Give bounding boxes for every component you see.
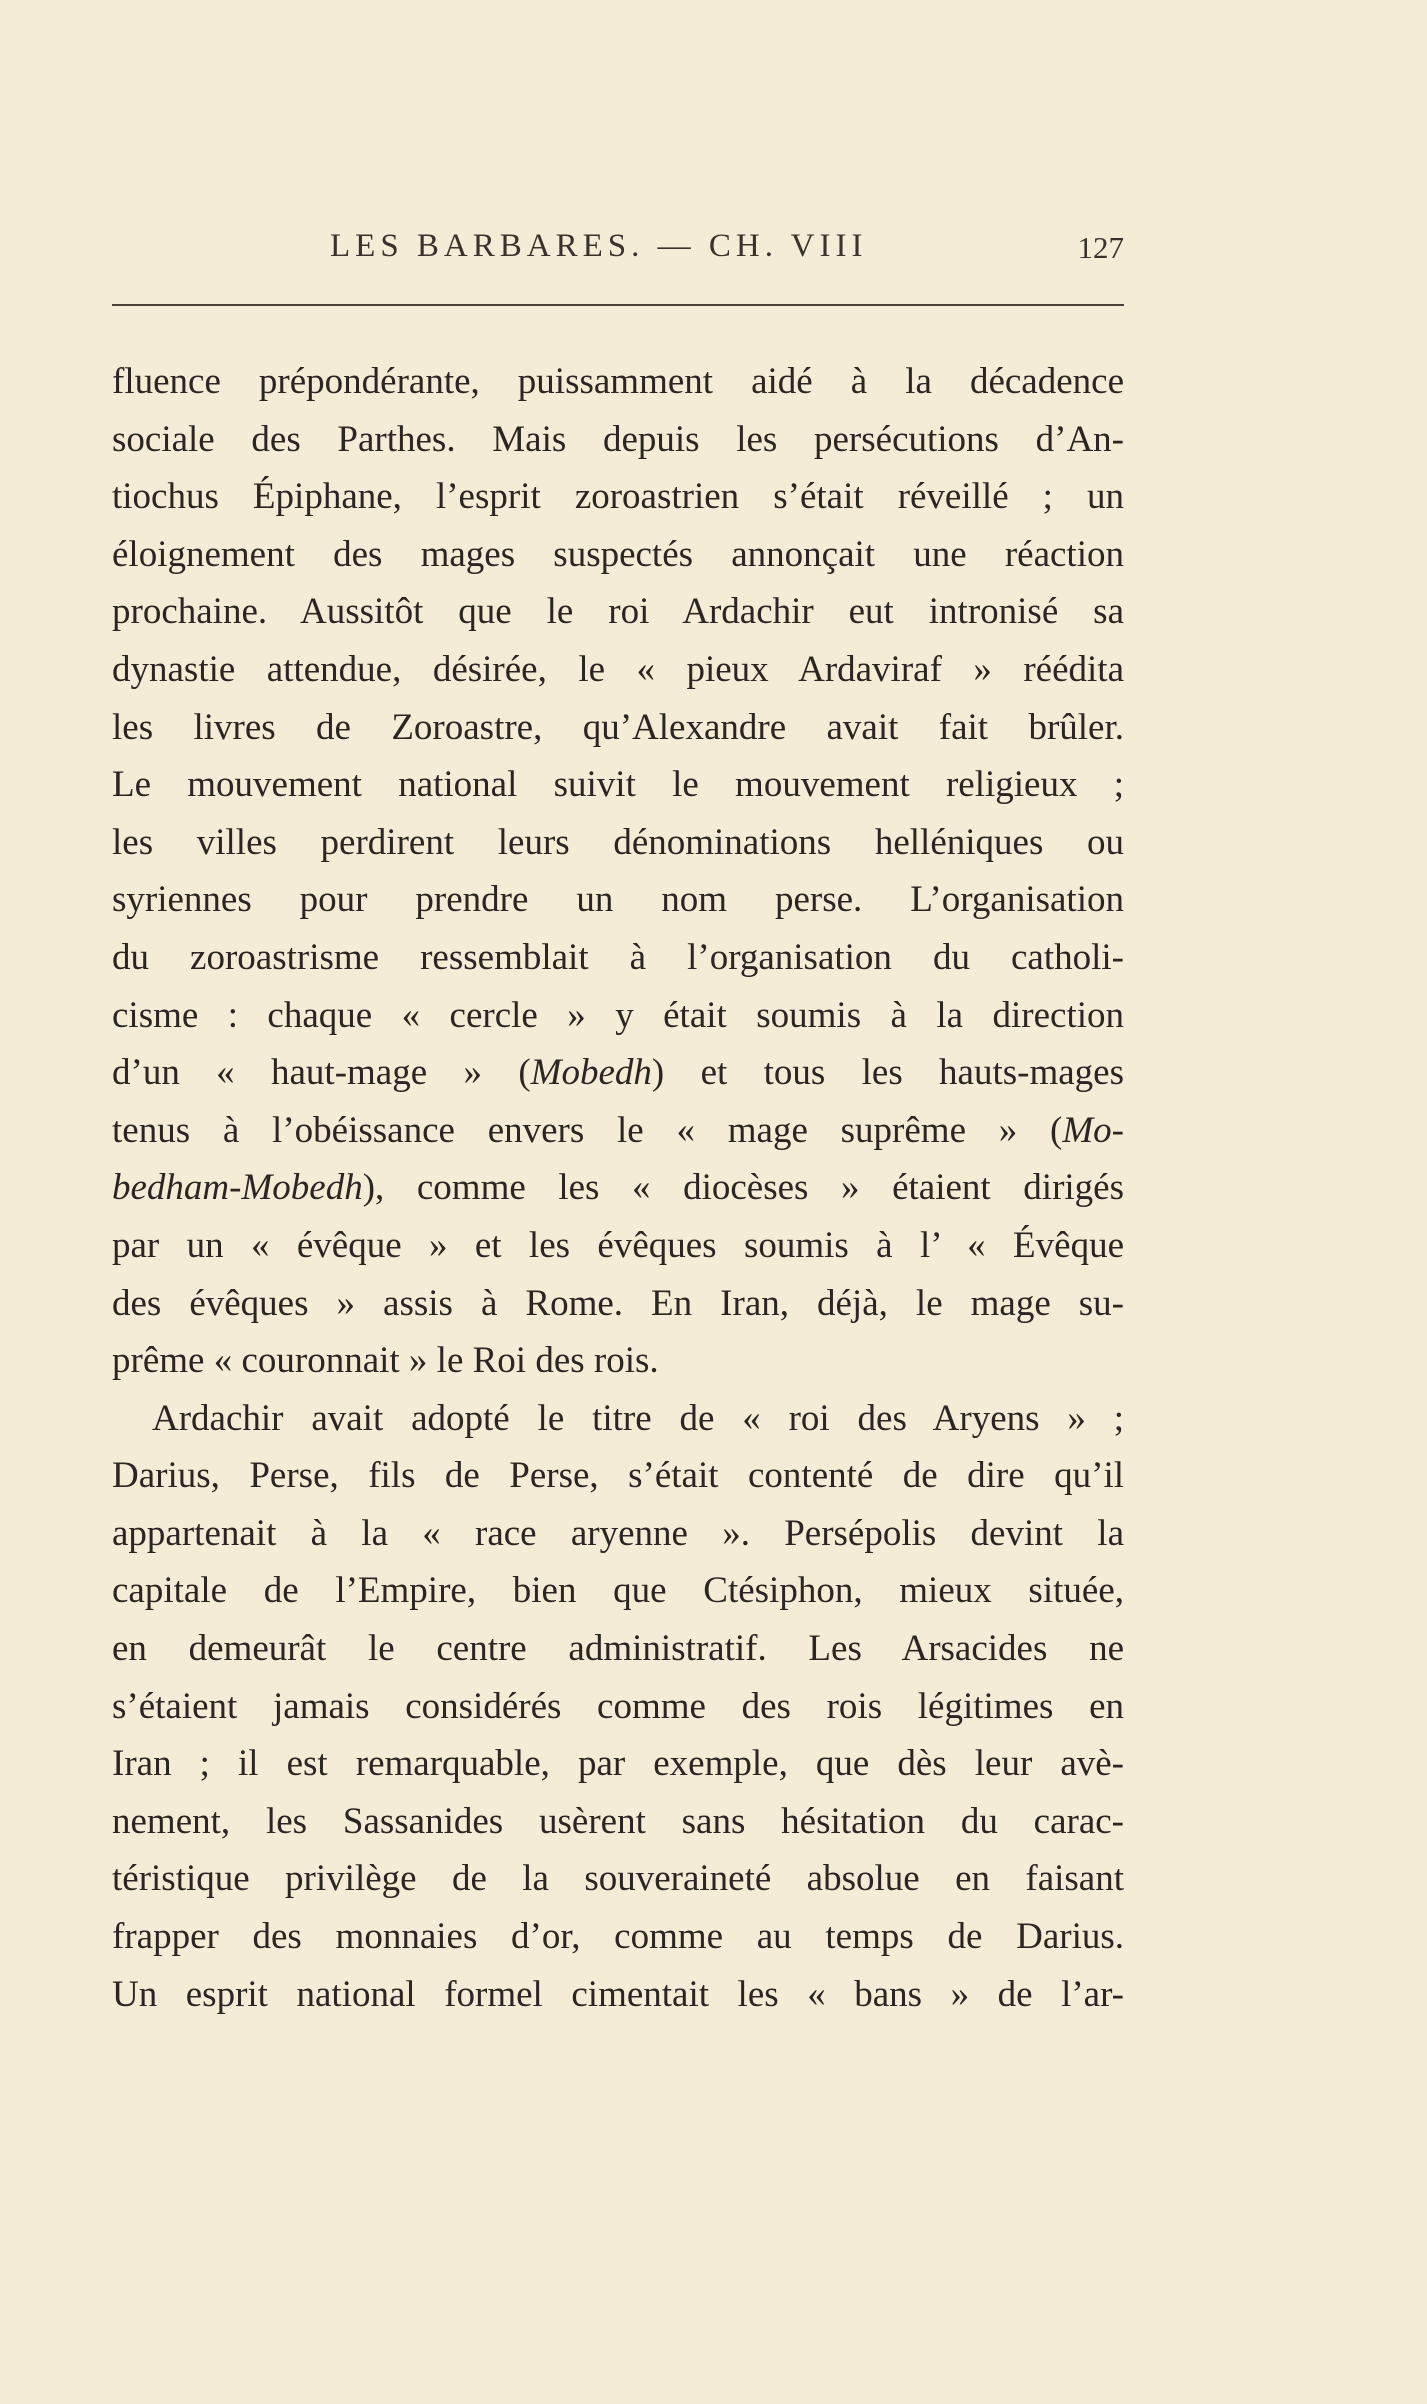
- text-line: Iran ; il est remarquable, par exemple, que dès leur avè-: [112, 1743, 1124, 1785]
- text-line-with-italic: [112, 1044, 1124, 1102]
- italic-term: Mo-: [1062, 1109, 1124, 1151]
- text-line: frapper des monnaies d’or, comme au temps de Darius.: [112, 1916, 1124, 1958]
- text-line-with-italic: [112, 1159, 1124, 1217]
- body-text: [112, 353, 1124, 2023]
- text-line-with-italic: [112, 1102, 1124, 1160]
- text-line: sociale des Parthes. Mais depuis les persécutions d’An-: [112, 418, 1124, 460]
- text-line: en demeurât le centre administratif. Les Arsacides ne: [112, 1628, 1124, 1670]
- text-segment: tenus à l’obéissance envers le « mage suprême » (: [112, 1109, 1063, 1151]
- paragraph-start-line: Ardachir avait adopté le titre de « roi des Aryens » ;: [152, 1397, 1124, 1439]
- text-line: s’étaient jamais considérés comme des rois légitimes en: [112, 1685, 1124, 1727]
- text-line: prême « couronnait » le Roi des rois.: [112, 1340, 659, 1382]
- text-line: éloignement des mages suspectés annonçait une réaction: [112, 533, 1124, 575]
- text-line: des évêques » assis à Rome. En Iran, déjà, le mage su-: [112, 1282, 1124, 1324]
- text-line: capitale de l’Empire, bien que Ctésiphon, mieux située,: [112, 1570, 1124, 1612]
- header-rule: [112, 304, 1124, 306]
- text-line: Un esprit national formel cimentait les « bans » de l’ar-: [112, 1973, 1124, 2015]
- text-segment: ), comme les « diocèses » étaient dirigés: [362, 1167, 1124, 1209]
- text-segment: d’un « haut-mage » (: [112, 1052, 531, 1094]
- italic-term: bedham-Mobedh: [112, 1167, 363, 1209]
- text-line: cisme : chaque « cercle » y était soumis à la direction: [112, 994, 1124, 1036]
- text-line: téristique privilège de la souveraineté absolue en faisant: [112, 1858, 1124, 1900]
- text-line: les villes perdirent leurs dénominations helléniques ou: [112, 821, 1124, 863]
- text-line: appartenait à la « race aryenne ». Persépolis devint la: [112, 1512, 1124, 1554]
- running-title: LES BARBARES. — CH. VIII: [330, 228, 868, 264]
- text-line: prochaine. Aussitôt que le roi Ardachir eut intronisé sa: [112, 591, 1124, 633]
- text-line: Le mouvement national suivit le mouvement religieux ;: [112, 764, 1124, 806]
- text-segment: ) et tous les hauts-mages: [651, 1052, 1125, 1094]
- text-line: tiochus Épiphane, l’esprit zoroastrien s’était réveillé ; un: [112, 476, 1124, 518]
- page-number: 127: [1077, 230, 1124, 265]
- text-line: syriennes pour prendre un nom perse. L’organisation: [112, 879, 1124, 921]
- text-line: du zoroastrisme ressemblait à l’organisation du catholi-: [112, 936, 1124, 978]
- text-line: Darius, Perse, fils de Perse, s’était contenté de dire qu’il: [112, 1455, 1124, 1497]
- text-line: dynastie attendue, désirée, le « pieux Ardaviraf » réédita: [112, 648, 1124, 690]
- italic-term: Mobedh: [530, 1052, 652, 1094]
- text-line: fluence prépondérante, puissamment aidé à la décadence: [112, 361, 1124, 402]
- text-line: les livres de Zoroastre, qu’Alexandre avait fait brûler.: [112, 706, 1124, 748]
- text-line: nement, les Sassanides usèrent sans hésitation du carac-: [112, 1800, 1124, 1842]
- text-line: par un « évêque » et les évêques soumis à l’ « Évêque: [112, 1224, 1124, 1266]
- page-header: [112, 228, 1124, 278]
